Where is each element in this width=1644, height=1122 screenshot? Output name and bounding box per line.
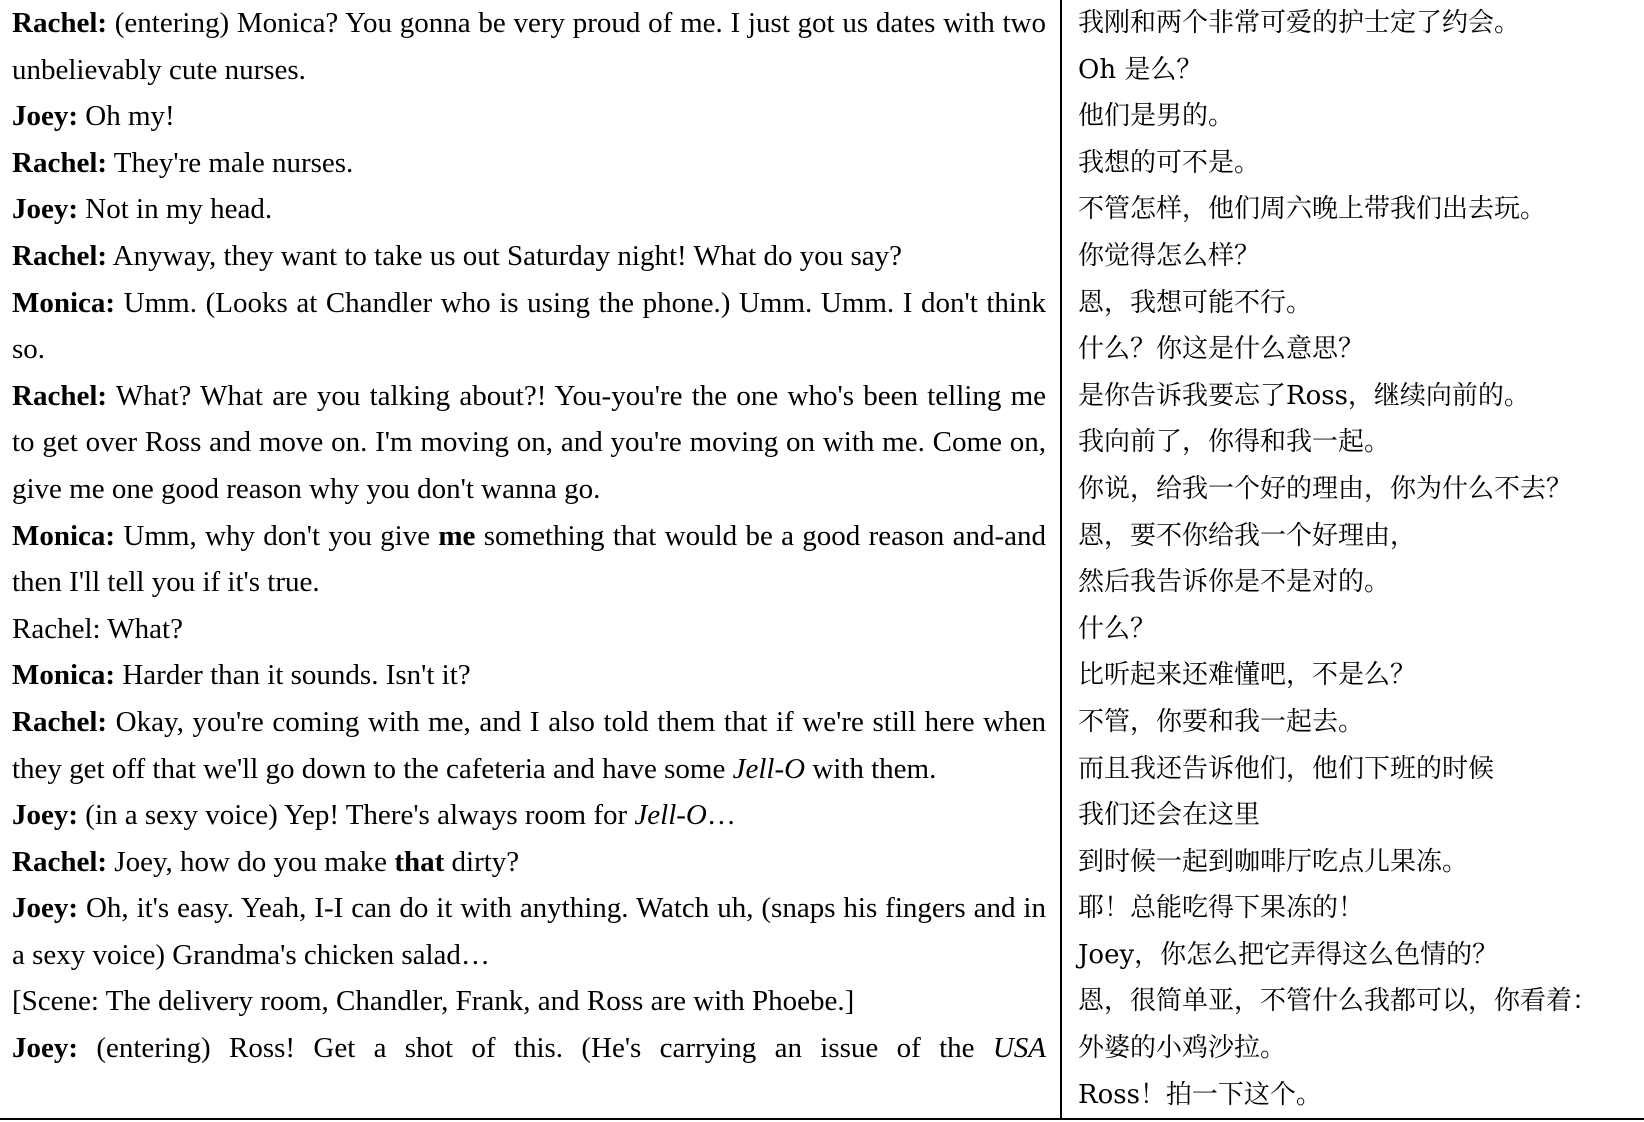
english-line [12, 513, 1046, 606]
english-line [12, 839, 1046, 886]
english-line [12, 186, 1046, 233]
italic-text: Jell-O [732, 752, 806, 785]
dialogue-text: [Scene: The delivery room, Chandler, Frank, and Ross are with Phoebe.] [12, 985, 855, 1018]
chinese-line: 比听起来还难懂吧，不是么？ [1078, 660, 1417, 691]
italic-text: USA [992, 1032, 1046, 1065]
english-line [12, 885, 1046, 978]
dialogue-text: Anyway, they want to take us out Saturday night! What do you say? [107, 239, 902, 272]
chinese-line: 我想的可不是。 [1078, 147, 1261, 178]
chinese-line: 恩，我想可能不行。 [1078, 287, 1313, 318]
speaker-name: Joey: [12, 100, 79, 133]
chinese-line: Oh 是么？ [1078, 54, 1203, 85]
english-line [12, 978, 1046, 1025]
chinese-line: 耶！总能吃得下果冻的！ [1078, 893, 1365, 924]
chinese-line: 外婆的小鸡沙拉。 [1078, 1033, 1287, 1064]
dialogue-text: Umm. (Looks at Chandler who is using the phone.) Umm. Umm. I don't think so. [12, 286, 1046, 366]
speaker-name: Rachel: [12, 379, 108, 412]
dialogue-text: Oh, it's easy. Yeah, I-I can do it with anything. Watch uh, (snaps his fingers and in a sexy voice) Grandma's chicken salad… [12, 892, 1046, 971]
emphasis-text: that [394, 845, 445, 878]
chinese-line: 我刚和两个非常可爱的护士定了约会。 [1078, 8, 1521, 38]
dialogue-text: They're male nurses. [107, 146, 354, 179]
speaker-name: Monica: [12, 659, 116, 692]
speaker-name: Rachel: [12, 705, 108, 738]
chinese-line: 什么？你这是什么意思？ [1078, 334, 1365, 365]
speaker-name: Joey: [12, 799, 79, 832]
chinese-line: 他们是男的。 [1078, 101, 1235, 132]
speaker-name: Joey: [12, 1032, 79, 1065]
speaker-name: Monica: [12, 286, 116, 319]
speaker-name: Joey: [12, 892, 79, 925]
dialogue-text: something that would be a good reason and-and then I'll tell you if it's true. [12, 519, 1046, 599]
chinese-line: 我们还会在这里 [1078, 800, 1261, 831]
chinese-line: 不管，你要和我一起去。 [1078, 706, 1365, 737]
english-line [12, 140, 1046, 187]
english-line [12, 373, 1046, 513]
table-bottom-border [0, 1118, 1644, 1120]
chinese-line: Ross！拍一下这个。 [1078, 1079, 1322, 1110]
dialogue-text: (entering) Monica? You gonna be very proud of me. I just got us dates with two unbelievably cute nurses. [12, 7, 1046, 86]
dialogue-text: What? What are you talking about?! You-you're the one who's been telling me to get over Ross and move on. I'm moving on, and you're moving on with me. Come on, give me one good reason why you don't wanna go. [12, 379, 1046, 505]
chinese-line: 然后我告诉你是不是对的。 [1078, 567, 1391, 598]
chinese-line: 恩，很简单亚，不管什么我都可以，你看着： [1078, 986, 1599, 1017]
chinese-line: 我向前了，你得和我一起。 [1078, 427, 1391, 458]
dialogue-text: Oh my! [78, 100, 175, 133]
dialogue-text: with them. [805, 752, 937, 785]
english-line [12, 233, 1046, 280]
dialogue-text: (in a sexy voice) Yep! There's always room for [78, 799, 635, 832]
dialogue-text: Joey, how do you make [107, 845, 395, 878]
dialogue-text: Harder than it sounds. Isn't it? [115, 659, 471, 692]
chinese-line: 不管怎样，他们周六晚上带我们出去玩。 [1078, 194, 1547, 225]
english-line [12, 792, 1046, 839]
english-line [12, 606, 1046, 653]
chinese-line: Joey，你怎么把它弄得这么色情的？ [1078, 939, 1499, 970]
chinese-line: 你觉得怎么样？ [1078, 240, 1261, 271]
english-line [12, 699, 1046, 792]
dialogue-text: … [706, 799, 736, 832]
speaker-name: Joey: [12, 193, 79, 226]
dialogue-text: Rachel: What? [12, 612, 183, 645]
speaker-name: Rachel: [12, 146, 108, 179]
speaker-name: Rachel: [12, 845, 108, 878]
chinese-line: 恩，要不你给我一个好理由， [1078, 520, 1417, 551]
speaker-name: Rachel: [12, 7, 108, 39]
dialogue-text: dirty? [444, 845, 520, 878]
dialogue-text: Umm, why don't you give [115, 519, 439, 552]
english-line [12, 652, 1046, 699]
chinese-column [1062, 0, 1644, 1118]
chinese-line: 而且我还告诉他们，他们下班的时候 [1078, 753, 1495, 784]
chinese-line: 是你告诉我要忘了Ross，继续向前的。 [1078, 380, 1530, 411]
speaker-name: Monica: [12, 519, 116, 552]
english-line [12, 0, 1046, 93]
dialogue-text: Not in my head. [78, 193, 273, 226]
english-line [12, 1025, 1046, 1072]
speaker-name: Rachel: [12, 239, 108, 272]
chinese-line: 你说，给我一个好的理由，你为什么不去？ [1078, 473, 1573, 504]
dialogue-text: Okay, you're coming with me, and I also told them that if we're still here when they get off that we'll go down to the cafeteria and have some [12, 705, 1046, 785]
chinese-line: 什么？ [1078, 613, 1157, 644]
chinese-line: 到时候一起到咖啡厅吃点儿果冻。 [1078, 846, 1469, 877]
italic-text: Jell-O [634, 799, 707, 832]
emphasis-text: me [438, 519, 476, 552]
english-line [12, 280, 1046, 373]
dialogue-text: (entering) Ross! Get a shot of this. (He's carrying an issue of the [78, 1032, 993, 1065]
english-line [12, 93, 1046, 140]
